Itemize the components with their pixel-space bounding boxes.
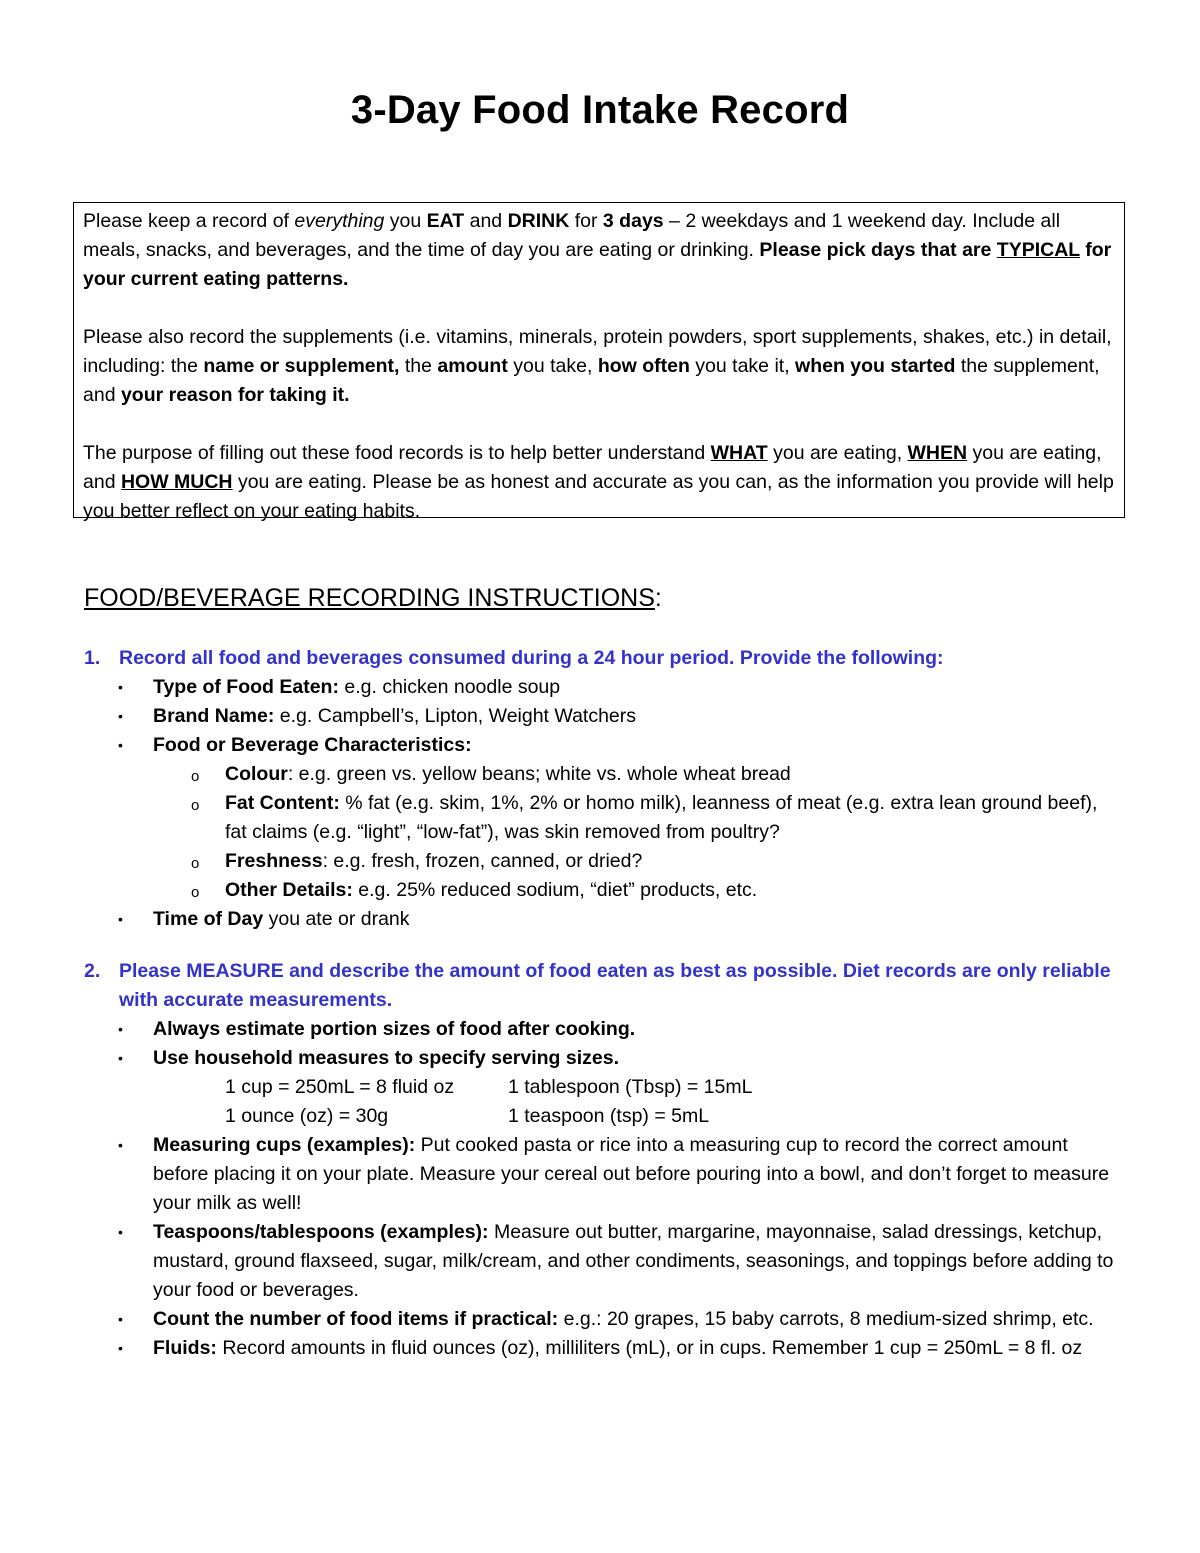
bullet-icon: •: [118, 1050, 123, 1066]
list-item: [84, 1334, 1124, 1363]
bold-text: Always estimate portion sizes of food after cooking.: [153, 1018, 636, 1040]
bold-text: Measuring cups (examples):: [153, 1134, 416, 1156]
list-item: [84, 673, 1124, 702]
list-item: [84, 1305, 1124, 1334]
bullet-icon: •: [118, 1311, 123, 1327]
bold-text: when you started: [795, 355, 956, 377]
text: and: [464, 210, 508, 232]
text: – 2 weekdays and 1 weekend day. Include all meals, snacks, and beverages, and the time of day you are eating or drinking.: [83, 210, 1061, 261]
instruction-item-1: [84, 644, 1124, 934]
numbered-item: [84, 957, 1124, 1015]
bold-text: name or supplement,: [203, 355, 400, 377]
list-item: [84, 1044, 1124, 1073]
numbered-item: [84, 644, 1124, 673]
bold-text: Other Details:: [225, 879, 353, 901]
item-number: 2.: [84, 960, 101, 982]
bold-text: Fluids:: [153, 1337, 217, 1359]
bold-text: Food or Beverage Characteristics:: [153, 734, 472, 756]
circle-bullet-icon: o: [191, 768, 200, 785]
bullet-icon: •: [118, 1224, 123, 1240]
item-number: 1.: [84, 647, 101, 669]
bold-text: Count the number of food items if practical:: [153, 1308, 559, 1330]
text: Please keep a record of: [83, 210, 295, 232]
text: e.g. chicken noodle soup: [338, 676, 561, 698]
item-text: Please MEASURE and describe the amount of food eaten as best as possible. Diet records are only reliable with accurate measurements.: [119, 960, 1111, 1011]
list-item: [84, 731, 1124, 760]
bold-text: 3 days: [602, 210, 664, 232]
sub-list-item: [84, 789, 1124, 847]
sub-list-item: [84, 847, 1124, 876]
measure-teaspoon: 1 teaspoon (tsp) = 5mL: [508, 1105, 710, 1127]
bullet-icon: •: [118, 1021, 123, 1037]
bold-text: amount: [437, 355, 508, 377]
bullet-icon: •: [118, 708, 123, 724]
bold-text: Colour: [225, 763, 288, 785]
bullet-icon: •: [118, 737, 123, 753]
item-text: Record all food and beverages consumed during a 24 hour period. Provide the following:: [119, 647, 944, 669]
list-item: [84, 1015, 1124, 1044]
bold-text: Freshness: [225, 850, 323, 872]
section-heading: [84, 584, 662, 613]
bold-text: Fat Content:: [225, 792, 340, 814]
text: Put cooked pasta or rice into a measuring cup to record the correct amount before placing it on your plate. Measure your cereal out before pouring into a bowl, and don’t forget to measure your milk as well!: [153, 1134, 1110, 1214]
bullet-icon: •: [118, 679, 123, 695]
text: Please also record the supplements (i.e. vitamins, minerals, protein powders, sport supplements, shakes, etc.) in detail, including: the: [83, 326, 1112, 377]
text: e.g. 25% reduced sodium, “diet” products, etc.: [352, 879, 758, 901]
sub-list-item: [84, 876, 1124, 905]
bullet-icon: •: [118, 1340, 123, 1356]
bullet-icon: •: [118, 911, 123, 927]
measure-ounce: 1 ounce (oz) = 30g: [225, 1105, 389, 1127]
sub-list-item: [84, 760, 1124, 789]
measures-table: [84, 1073, 1124, 1131]
bold-underline-text: HOW MUCH: [120, 471, 233, 493]
measure-tablespoon: 1 tablespoon (Tbsp) = 15mL: [508, 1076, 753, 1098]
emphasis-text: everything: [294, 210, 385, 232]
text: you are eating. Please be as honest and accurate as you can, as the information you provide will help you better reflect on your eating habits.: [83, 471, 1114, 522]
bold-underline-text: WHEN: [907, 442, 968, 464]
bold-underline-text: TYPICAL: [996, 239, 1080, 261]
list-item: [84, 1218, 1124, 1305]
circle-bullet-icon: o: [191, 797, 200, 814]
intro-box: [73, 202, 1125, 522]
text: The purpose of filling out these food records is to help better understand: [83, 442, 711, 464]
bold-text: your reason for taking it.: [120, 384, 350, 406]
measure-cup: 1 cup = 250mL = 8 fluid oz: [225, 1076, 455, 1098]
bold-text: Use household measures to specify serving sizes.: [153, 1047, 620, 1069]
bold-text: Brand Name:: [153, 705, 275, 727]
bold-text: Please pick days that are: [759, 239, 997, 261]
text: the supplement, and: [83, 355, 1100, 406]
bold-underline-text: WHAT: [710, 442, 768, 464]
intro-paragraph-3: [83, 439, 1116, 526]
list-item: [84, 1131, 1124, 1218]
intro-paragraph-1: [83, 207, 1116, 294]
section-heading-colon: :: [654, 584, 662, 612]
text: : e.g. green vs. yellow beans; white vs. whole wheat bread: [287, 763, 791, 785]
bold-text: Time of Day: [153, 908, 264, 930]
text: you are eating, and: [83, 442, 1102, 493]
text: for: [569, 210, 603, 232]
text: e.g.: 20 grapes, 15 baby carrots, 8 medium-sized shrimp, etc.: [558, 1308, 1094, 1330]
text: you take,: [507, 355, 598, 377]
bold-text: EAT: [426, 210, 465, 232]
section-heading-text: FOOD/BEVERAGE RECORDING INSTRUCTIONS: [84, 584, 655, 612]
text: e.g. Campbell’s, Lipton, Weight Watchers: [274, 705, 637, 727]
circle-bullet-icon: o: [191, 884, 200, 901]
text: Measure out butter, margarine, mayonnaise, salad dressings, ketchup, mustard, ground flaxseed, sugar, milk/cream, and other condiments, seasonings, and toppings before adding to your food or beverages.: [153, 1221, 1114, 1301]
text: : e.g. fresh, frozen, canned, or dried?: [322, 850, 643, 872]
text: you: [384, 210, 427, 232]
page-title: 3-Day Food Intake Record: [350, 88, 850, 132]
bold-text: how often: [597, 355, 690, 377]
bullet-icon: •: [118, 1137, 123, 1153]
intro-paragraph-2: [83, 323, 1116, 410]
text: you are eating,: [767, 442, 908, 464]
bold-text: Type of Food Eaten:: [153, 676, 339, 698]
bold-text: Teaspoons/tablespoons (examples):: [153, 1221, 489, 1243]
text: you ate or drank: [263, 908, 410, 930]
circle-bullet-icon: o: [191, 855, 200, 872]
bold-text: DRINK: [507, 210, 570, 232]
list-item: [84, 702, 1124, 731]
list-item: [84, 905, 1124, 934]
text: the: [399, 355, 438, 377]
instruction-item-2: [84, 957, 1124, 1363]
text: Record amounts in fluid ounces (oz), milliliters (mL), or in cups. Remember 1 cup = 250mL = 8 fl. oz: [216, 1337, 1083, 1359]
bold-text: for your current eating patterns.: [83, 239, 1112, 290]
text: you take it,: [689, 355, 796, 377]
text: % fat (e.g. skim, 1%, 2% or homo milk), leanness of meat (e.g. extra lean ground beef), fat claims (e.g. “light”, “low-fat”), was skin removed from poultry?: [225, 792, 1098, 843]
